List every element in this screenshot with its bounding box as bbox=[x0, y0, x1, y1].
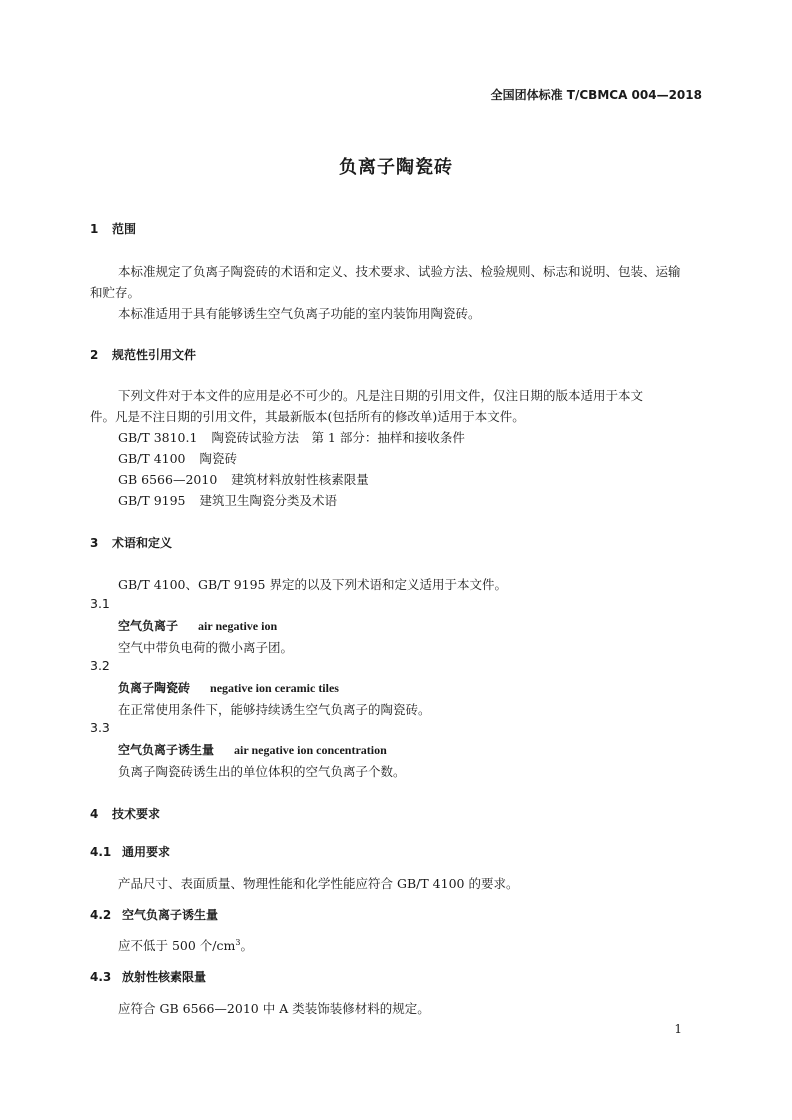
paragraph: 本标准规定了负离子陶瓷砖的术语和定义、技术要求、试验方法、检验规则、标志和说明、包装、运输 bbox=[118, 264, 681, 279]
paragraph: 件。凡是不注日期的引用文件，其最新版本(包括所有的修改单)适用于本文件。 bbox=[90, 409, 525, 424]
subsection-number: 4.3 bbox=[90, 970, 112, 984]
reference-name: 建筑材料放射性核素限量 bbox=[231, 472, 369, 487]
term-zh: 空气负离子诱生量 bbox=[118, 743, 215, 757]
subsection-title: 放射性核素限量 bbox=[122, 970, 207, 984]
subsection-4-1-heading bbox=[90, 843, 170, 860]
subsection-4-3-heading bbox=[90, 968, 206, 985]
section-title: 技术要求 bbox=[112, 807, 161, 821]
term-en: air negative ion concentration bbox=[234, 743, 387, 757]
section-2-heading bbox=[90, 346, 196, 363]
term-definition: 负离子陶瓷砖诱生出的单位体积的空气负离子个数。 bbox=[118, 764, 406, 779]
reference-item bbox=[118, 428, 465, 446]
reference-item bbox=[118, 449, 237, 467]
paragraph: 下列文件对于本文件的应用是必不可少的。凡是注日期的引用文件，仅注日期的版本适用于本文 bbox=[118, 388, 644, 403]
paragraph: 本标准适用于具有能够诱生空气负离子功能的室内装饰用陶瓷砖。 bbox=[118, 306, 481, 321]
section-number: 1 bbox=[90, 222, 99, 236]
section-title: 范围 bbox=[112, 222, 137, 236]
paragraph: 应符合 GB 6566—2010 中 A 类装饰装修材料的规定。 bbox=[118, 1001, 430, 1016]
reference-name: 陶瓷砖试验方法 第 1 部分：抽样和接收条件 bbox=[211, 430, 465, 445]
term-number: 3.2 bbox=[90, 658, 110, 673]
reference-name: 陶瓷砖 bbox=[199, 451, 238, 466]
section-number: 3 bbox=[90, 536, 99, 550]
subsection-title: 空气负离子诱生量 bbox=[122, 908, 219, 922]
paragraph: 和贮存。 bbox=[90, 285, 141, 300]
subsection-title: 通用要求 bbox=[122, 845, 171, 859]
requirement-text: 应不低于 500 个/cm bbox=[118, 938, 236, 953]
reference-name: 建筑卫生陶瓷分类及术语 bbox=[199, 493, 338, 508]
section-title: 术语和定义 bbox=[112, 536, 173, 550]
document-title: 负离子陶瓷砖 bbox=[339, 157, 453, 178]
paragraph: GB/T 4100、GB/T 9195 界定的以及下列术语和定义适用于本文件。 bbox=[118, 577, 507, 592]
paragraph: 产品尺寸、表面质量、物理性能和化学性能应符合 GB/T 4100 的要求。 bbox=[118, 876, 519, 891]
page-number: 1 bbox=[674, 1022, 682, 1036]
reference-item bbox=[118, 491, 337, 509]
reference-code: GB/T 9195 bbox=[118, 493, 186, 508]
paragraph bbox=[118, 936, 253, 954]
section-number: 2 bbox=[90, 348, 99, 362]
subsection-number: 4.1 bbox=[90, 845, 112, 859]
subsection-4-2-heading bbox=[90, 906, 218, 923]
term-definition: 在正常使用条件下，能够持续诱生空气负离子的陶瓷砖。 bbox=[118, 702, 431, 717]
reference-code: GB/T 3810.1 bbox=[118, 430, 198, 445]
term-zh: 负离子陶瓷砖 bbox=[118, 681, 191, 695]
subsection-number: 4.2 bbox=[90, 908, 112, 922]
term-en: air negative ion bbox=[198, 619, 278, 633]
term-zh: 空气负离子 bbox=[118, 619, 179, 633]
section-4-heading bbox=[90, 805, 160, 822]
term-heading bbox=[118, 741, 387, 758]
reference-item bbox=[118, 470, 369, 488]
reference-code: GB 6566—2010 bbox=[118, 472, 218, 487]
section-1-heading bbox=[90, 220, 136, 237]
term-definition: 空气中带负电荷的微小离子团。 bbox=[118, 640, 294, 655]
term-heading bbox=[118, 679, 339, 696]
standard-header: 全国团体标准 T/CBMCA 004—2018 bbox=[490, 88, 702, 102]
section-3-heading bbox=[90, 534, 172, 551]
term-en: negative ion ceramic tiles bbox=[210, 681, 339, 695]
reference-code: GB/T 4100 bbox=[118, 451, 186, 466]
term-number: 3.1 bbox=[90, 596, 110, 611]
term-heading bbox=[118, 617, 277, 634]
term-number: 3.3 bbox=[90, 720, 110, 735]
section-number: 4 bbox=[90, 807, 99, 821]
superscript: 3 bbox=[235, 937, 241, 947]
section-title: 规范性引用文件 bbox=[112, 348, 197, 362]
requirement-tail: 。 bbox=[240, 938, 253, 953]
